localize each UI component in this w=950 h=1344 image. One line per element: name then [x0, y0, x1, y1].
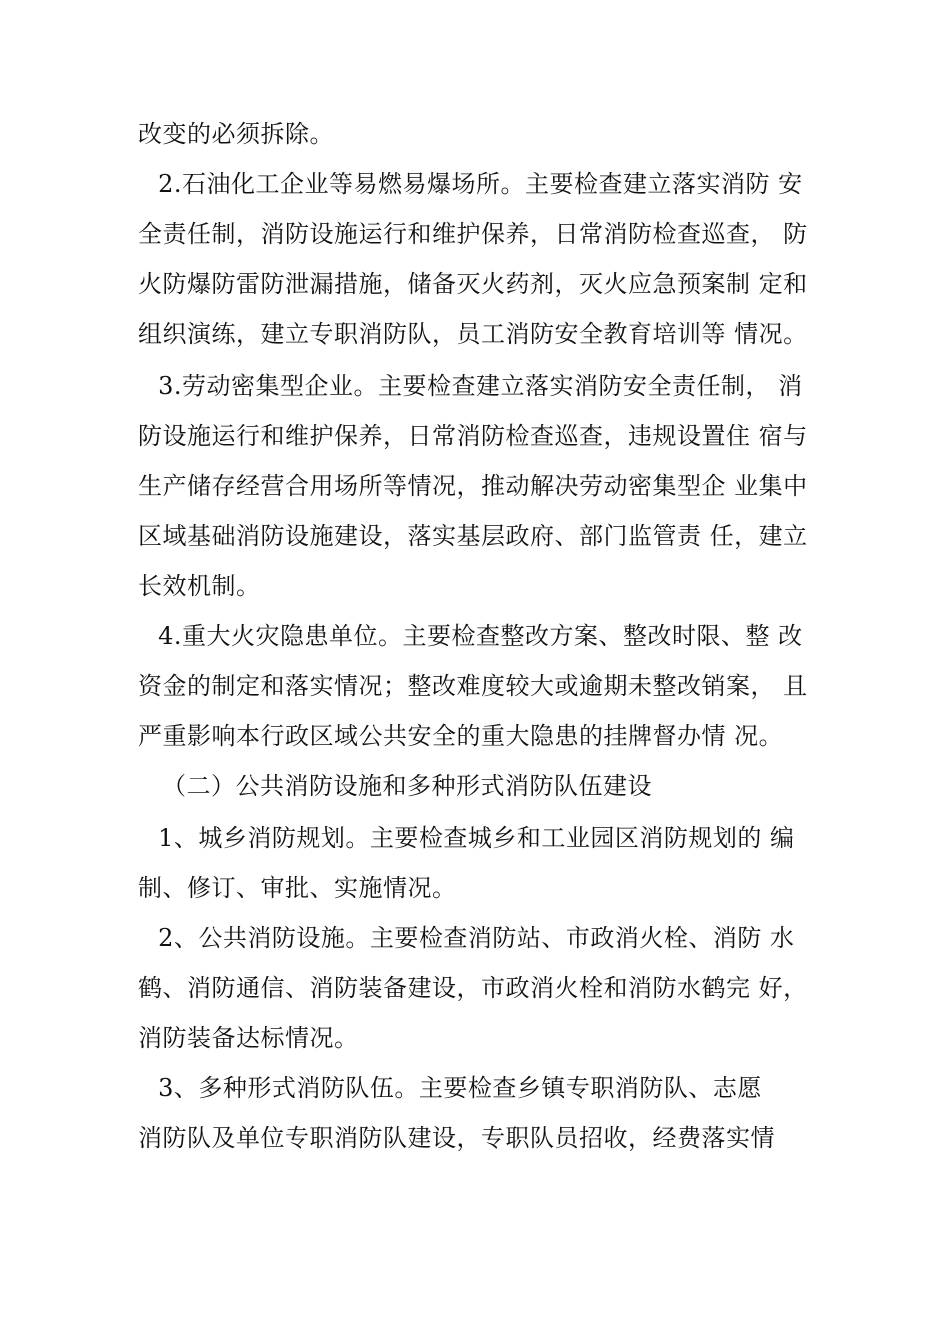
text-line: 改变的必须拆除。 — [138, 120, 334, 148]
text-line: 防设施运行和维护保养，日常消防检查巡查，违规设置住 宿与 — [138, 422, 808, 450]
text-line: 火防爆防雷防泄漏措施，储备灭火药剂，灭火应急预案制 定和 — [138, 270, 808, 298]
text-line: 2、公共消防设施。主要检查消防站、市政消火栓、消防 水 — [150, 924, 795, 952]
text-line: 制、修订、审批、实施情况。 — [138, 874, 457, 902]
text-line: 3.劳动密集型企业。主要检查建立落实消防安全责任制， 消 — [150, 372, 803, 400]
text-line: 2.石油化工企业等易燃易爆场所。主要检查建立落实消防 安 — [150, 170, 803, 198]
text-line: 全责任制，消防设施运行和维护保养，日常消防检查巡查， 防 — [138, 220, 808, 248]
text-line: 严重影响本行政区域公共安全的重大隐患的挂牌督办情 况。 — [138, 722, 784, 750]
text-line: 鹤、消防通信、消防装备建设，市政消火栓和消防水鹤完 好， — [138, 974, 808, 1002]
text-line: 4.重大火灾隐患单位。主要检查整改方案、整改时限、整 改 — [150, 622, 803, 650]
text-line: 资金的制定和落实情况；整改难度较大或逾期未整改销案， 且 — [138, 672, 808, 700]
text-line: 3、多种形式消防队伍。主要检查乡镇专职消防队、志愿 — [150, 1074, 762, 1102]
text-line: 长效机制。 — [138, 572, 261, 600]
text-line: 生产储存经营合用场所等情况，推动解决劳动密集型企 业集中 — [138, 472, 808, 500]
text-line: 组织演练，建立专职消防队，员工消防安全教育培训等 情况。 — [138, 320, 808, 348]
section-heading: （二）公共消防设施和多种形式消防队伍建设 — [162, 772, 652, 800]
text-line: 1、城乡消防规划。主要检查城乡和工业园区消防规划的 编 — [150, 824, 795, 852]
text-line: 区域基础消防设施建设，落实基层政府、部门监管责 任，建立 — [138, 522, 808, 550]
text-line: 消防装备达标情况。 — [138, 1024, 359, 1052]
text-line: 消防队及单位专职消防队建设，专职队员招收，经费落实情 — [138, 1124, 775, 1152]
